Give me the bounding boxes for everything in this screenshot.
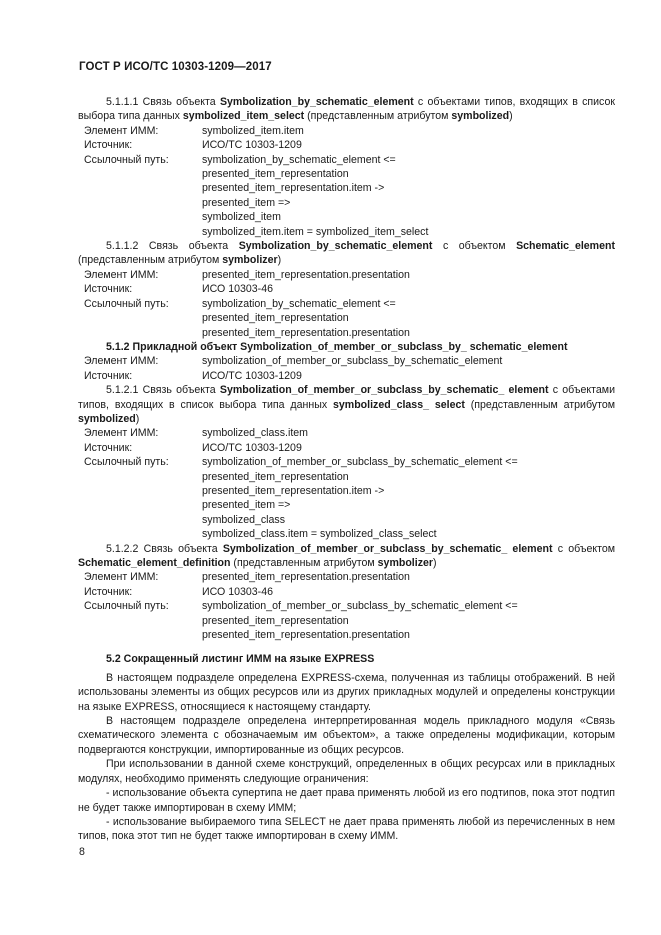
mapping-row-element: [78, 268, 615, 282]
entity-name: Symbolization_by_schematic_element: [219, 96, 414, 108]
clause-text: (представленным атрибутом: [304, 110, 452, 123]
path-line: presented_item_representation: [202, 470, 349, 483]
attribute-name: symbolized: [451, 110, 510, 123]
mapping-value: ИСО/ТС 10303-1209: [202, 139, 302, 152]
section-5-2-paragraph: При использовании в данной схеме конструкций, определенных в общих ресурсах или в прикладных модулях, необходимо применять следующие ограничения:: [78, 758, 615, 785]
clause-text: ): [135, 412, 140, 425]
mapping-row-path: [78, 297, 615, 340]
clause-5-1-2-2: [78, 542, 615, 571]
entity-name: Schematic_element_definition: [78, 557, 231, 569]
mapping-value: presented_item_representation.presentation: [202, 268, 410, 281]
mapping-label: Источник:: [84, 139, 133, 152]
path-line: symbolized_item.item = symbolized_item_select: [202, 225, 429, 238]
mapping-row-path: [78, 599, 615, 642]
clause-text: 5.1.1.2 Связь объекта: [106, 240, 239, 253]
clause-text: (представленным атрибутом: [464, 398, 615, 411]
mapping-label: Элемент ИММ:: [84, 355, 159, 368]
clause-text: с объектами типов, входящих в список выбора типа данных: [78, 96, 615, 123]
mapping-label: Источник:: [84, 441, 133, 454]
clause-5-1-1-2: [78, 239, 615, 268]
path-line: presented_item_representation.presentation: [202, 629, 410, 642]
restriction-item: - использование выбираемого типа SELECT не дает права применять любой из перечисленных в нем типов, пока этот тип не будет также импортирован в схему ИММ.: [78, 815, 615, 843]
mapping-label: Элемент ИММ:: [84, 427, 159, 440]
mapping-row-source: [78, 138, 615, 152]
path-line: symbolized_class.item = symbolized_class_select: [202, 528, 437, 541]
path-line: presented_item_representation: [202, 614, 349, 627]
attribute-name: symbolizer: [377, 557, 433, 569]
page-number: 8: [79, 846, 85, 858]
clause-5-1-1-1: [78, 95, 615, 124]
section-5-2-heading: 5.2 Сокращенный листинг ИММ на языке EXPRESS: [106, 653, 375, 666]
reference-path: [202, 153, 615, 239]
clause-text: 5.1.1.1 Связь объекта: [106, 96, 220, 108]
mapping-row-element: [78, 354, 615, 368]
mapping-value: ИСО/ТС 10303-1209: [202, 441, 302, 454]
entity-name: Schematic_element: [516, 240, 615, 253]
clause-text: (представленным атрибутом: [230, 557, 378, 569]
clause-text: с объектом: [432, 240, 517, 253]
mapping-value: ИСО 10303-46: [202, 283, 273, 296]
mapping-value: symbolized_class.item: [202, 427, 308, 440]
mapping-label: Ссылочный путь:: [84, 297, 169, 310]
document-body: [78, 95, 615, 844]
mapping-row-element: [78, 124, 615, 138]
clause-text: 5.1.2.1 Связь объекта: [106, 384, 220, 397]
mapping-label: Источник:: [84, 283, 133, 296]
entity-name: Symbolization_of_member_or_subclass_by_schematic_ element: [222, 542, 553, 555]
mapping-row-element: [78, 426, 615, 440]
mapping-label: Источник:: [84, 369, 133, 382]
mapping-label: Ссылочный путь:: [84, 600, 169, 613]
path-line: presented_item =>: [202, 196, 291, 209]
attribute-name: symbolized: [78, 412, 136, 425]
path-line: symbolization_of_member_or_subclass_by_schematic_element <=: [202, 600, 518, 613]
mapping-row-source: [78, 441, 615, 455]
attribute-name: symbolizer: [222, 254, 278, 267]
mapping-label: Элемент ИММ:: [84, 124, 159, 137]
clause-text: (представленным атрибутом: [78, 254, 223, 267]
path-line: symbolization_by_schematic_element <=: [202, 153, 396, 166]
entity-name: Symbolization_by_schematic_element: [238, 240, 433, 253]
clause-text: ): [433, 557, 437, 569]
mapping-value: ИСО 10303-46: [202, 585, 273, 598]
clause-text: ): [277, 254, 282, 267]
type-name: symbolized_class_ select: [333, 398, 465, 411]
mapping-label: Ссылочный путь:: [84, 153, 169, 166]
restriction-item: - использование объекта супертипа не дает права применять любой из его подтипов, пока этот подтип не будет также импортирован в схему ИММ;: [78, 787, 615, 814]
entity-name: Symbolization_of_member_or_subclass_by_schematic_ element: [219, 384, 549, 397]
clause-text: ): [509, 110, 513, 123]
path-line: presented_item =>: [202, 499, 291, 512]
path-line: symbolized_class: [202, 513, 286, 526]
type-name: symbolized_item_select: [182, 110, 305, 123]
path-line: presented_item_representation.item ->: [202, 182, 385, 195]
mapping-label: Элемент ИММ:: [84, 571, 159, 584]
mapping-value: ИСО/ТС 10303-1209: [202, 369, 302, 382]
mapping-label: Элемент ИММ:: [84, 268, 159, 281]
path-line: symbolization_of_member_or_subclass_by_schematic_element <=: [202, 456, 518, 469]
reference-path: [202, 297, 615, 340]
mapping-value: presented_item_representation.presentation: [202, 571, 410, 584]
clause-5-1-2-heading: 5.1.2 Прикладной объект Symbolization_of_member_or_subclass_by_ schematic_element: [106, 340, 568, 353]
mapping-value: symbolized_item.item: [202, 124, 304, 137]
reference-path: [202, 455, 615, 541]
mapping-row-path: [78, 455, 615, 541]
path-line: presented_item_representation: [202, 168, 349, 181]
path-line: symbolized_item: [202, 211, 281, 224]
path-line: presented_item_representation.presentation: [202, 326, 410, 339]
clause-text: с объектом: [552, 542, 616, 555]
document-header: ГОСТ Р ИСО/ТС 10303-1209—2017: [79, 61, 272, 73]
mapping-label: Источник:: [84, 585, 133, 598]
path-line: presented_item_representation: [202, 312, 349, 325]
section-5-2-paragraph: В настоящем подразделе определена EXPRESS-схема, полученная из таблицы отображений. В ней использованы элементы из общих ресурсов или из других прикладных модулей и определены конструкции на языке EXPRESS, относящиеся к настоящему стандарту.: [78, 671, 615, 713]
path-line: presented_item_representation.item ->: [202, 484, 385, 497]
path-line: symbolization_by_schematic_element <=: [202, 297, 396, 310]
clause-text: с объектами типов, входящих в список выбора типа данных: [78, 384, 615, 411]
clause-text: 5.1.2.2 Связь объекта: [106, 542, 223, 555]
mapping-row-source: [78, 369, 615, 383]
section-5-2-paragraph: В настоящем подразделе определена интерпретированная модель прикладного модуля «Связь схематического элемента с обозначаемым им объектом», а также определены модификации, которым подвергаются конструкции, импортированные из общих ресурсов.: [78, 715, 615, 756]
mapping-row-source: [78, 282, 615, 296]
mapping-row-source: [78, 585, 615, 599]
mapping-row-element: [78, 570, 615, 584]
reference-path: [202, 599, 615, 642]
mapping-value: symbolization_of_member_or_subclass_by_schematic_element: [202, 355, 503, 368]
mapping-row-path: [78, 153, 615, 239]
clause-5-1-2-1: [78, 383, 615, 426]
mapping-label: Ссылочный путь:: [84, 456, 169, 469]
